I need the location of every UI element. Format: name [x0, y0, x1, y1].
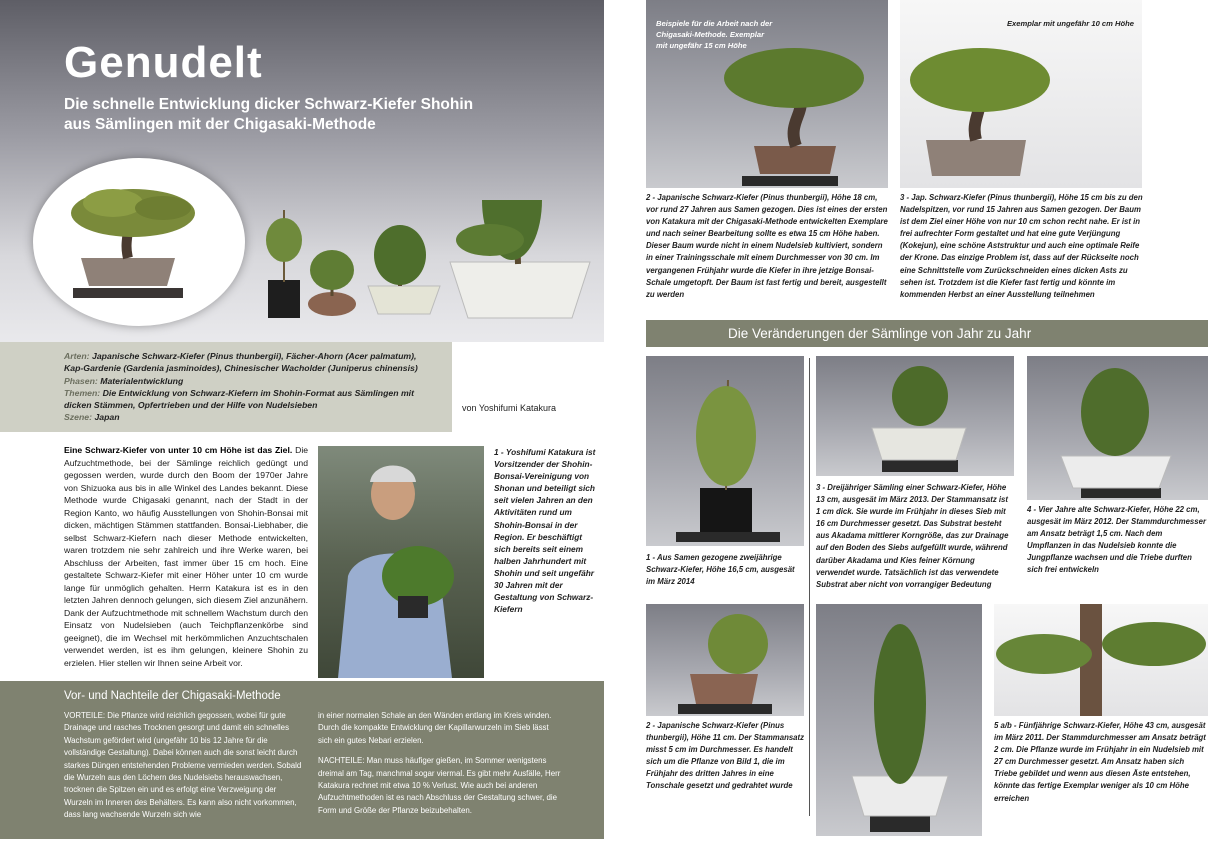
- photo-a: [646, 356, 804, 546]
- author-photo: [318, 446, 484, 678]
- photo-e-image: [816, 604, 982, 836]
- photo-d-image: [646, 604, 804, 716]
- intro-body: Die Aufzuchtmethode, bei der Sämlinge reichlich gedüngt und gegossen werden, wurde durch den Boom der 1970er Jahre von Shizuoka aus bis in alle Winkel des Landes bekannt. Diese Methode wurde Chigasaki genannt, nach der Stadt in der Region Kanto, wo häufig Ausstellungen von Shohin-Bonsai mit dicken, mächtigen Stämmen stattfanden. Bonsai-Liebhaber, die selbst Schwarz-Kiefern nach dieser Methode entwickelten, waren trotzdem nie sehr zahlreich und ihre Werke waren, bei Abschluss der Arbeiten, fast immer über 15 cm hoch. Eine gestaltete Schwarz-Kiefer mit einer Höher unter 10 cm wurde lange für unmöglich gehalten. Herrn Katakura ist es in den letzten Jahren dennoch gelungen, sich diesem Ziel anzunähern. Dank der Aufzuchtmethode mit schnellem Wachstum durch den Einsatz von Nudelsieben (auch Teichpflanzenkörbe sind geeignet), die im Wechsel mit herkömmlichen Anzuchtschalen verwendet werden, ist es ihm gelungen, kleinere Shohin zu erzielen. Hier stellen wir Ihnen seine Arbeit vor.: [64, 445, 309, 668]
- photo-b: [816, 356, 1014, 476]
- photo-f-image: [994, 604, 1208, 716]
- section-title: Die Veränderungen der Sämlinge von Jahr zu Jahr: [728, 326, 1032, 341]
- info-arten-cont: Kap-Gardenie (Gardenia jasminoides), Chinesischer Wacholder (Juniperus chinensis): [64, 363, 418, 374]
- pros-cons-column-1: VORTEILE: Die Pflanze wird reichlich gegossen, wobei für gute Drainage und rasches Trocknen gesorgt und damit ein schnelles Wachstum gefördert wird (ungefähr 10 bis 12 Jahre für die vollständige Gestaltung). Dabei können auch die sonst leicht durch starkes Düngen entstehenden Probleme vermieden werden. Sobald die Wurzeln aus den Löchern des Nudelsiebs herauswachsen, trocknen die Spitzen ein und es erfolgt eine Verzweigung der Wurzeln im Inneren des Behälters. Es kann also nicht vorkommen, dass lang wachsende Wurzeln sich wie: [64, 711, 302, 820]
- info-szene-value: Japan: [94, 412, 120, 423]
- caption-1: 1 - Yoshifumi Katakura ist Vorsitzender der Shohin-Bonsai-Vereinigung von Shonan und beteiligt sich seit vielen Jahren an den Aktivitäten rund um Shohin-Bonsai in der Region. Er beschäftigt sich bereits seit einem halben Jahrhundert mit Shohin und seit ungefähr 30 Jahren mit der Gestaltung von Schwarz-Kiefern: [494, 447, 596, 615]
- subtitle-line-1: Die schnelle Entwicklung dicker Schwarz-Kiefer Shohin: [64, 96, 474, 113]
- photo-b-image: [816, 356, 1014, 476]
- photo-2-label: Beispiele für die Arbeit nach der Chigasaki-Methode. Exemplar mit ungefähr 15 cm Höhe: [656, 19, 773, 50]
- photo-a-image: [646, 356, 804, 546]
- seedling-progression-image: [250, 200, 604, 335]
- photo-f: [994, 604, 1208, 716]
- pros-cons-col2-para1: in einer normalen Schale an den Wänden entlang im Kreis winden. Durch die kompakte Entwicklung der Kapillarwurzeln im Sieb lässt sich ein gutes Nebari erzielen.: [318, 711, 552, 745]
- pros-cons-col2-para2: NACHTEILE: Man muss häufiger gießen, im Sommer wenigstens dreimal am Tag, manchmal sogar viermal. Es gibt mehr Ausfälle, Herr Katakura rechnet mit etwa 10 % Verlust. Wie auch bei anderen Aufzuchtmethoden ist es nach Abschluss der Gestaltung schwer, die Form und Größe der Pflanze beizubehalten.: [318, 756, 561, 815]
- intro-text: [64, 444, 308, 669]
- info-themen-key: Themen:: [64, 387, 101, 398]
- photo-3: [900, 0, 1142, 188]
- article-title: Genudelt: [64, 38, 263, 87]
- author-byline: von Yoshifumi Katakura: [462, 403, 557, 413]
- article-subtitle: [64, 95, 544, 135]
- photo-d: [646, 604, 804, 716]
- intro-lead: Eine Schwarz-Kiefer von unter 10 cm Höhe ist das Ziel.: [64, 445, 293, 455]
- caption-e: 5 a/b - Fünfjährige Schwarz-Kiefer, Höhe 43 cm, ausgesät im März 2011. Der Stammdurchmesser am Ansatz beträgt 2 cm. Die Pflanze wurde im Frühjahr in ein Nudelsieb mit 27 cm Durchmesser gesetzt. Am Ansatz haben sich Triebe gebildet und wenn aus diesen Äste entstehen, könnte das fertige Exemplar weniger als 10 cm Höhe erreichen: [994, 721, 1206, 803]
- info-themen-cont: dicken Stämmen, Opfertrieben und der Hilfe von Nudelsieben: [64, 400, 318, 411]
- info-themen-value: Die Entwicklung von Schwarz-Kiefern im Shohin-Format aus Sämlingen mit: [102, 387, 414, 398]
- caption-a: 1 - Aus Samen gezogene zweijährige Schwarz-Kiefer, Höhe 16,5 cm, ausgesät im März 2014: [646, 553, 795, 587]
- pros-cons-column-2: [318, 710, 564, 817]
- info-phasen: [64, 375, 448, 387]
- caption-2: 2 - Japanische Schwarz-Kiefer (Pinus thunbergii), Höhe 18 cm, vor rund 27 Jahren aus Samen gezogen. Dies ist eines der ersten von Katakura mit der Chigasaki-Methode entwickelten Exemplare und nach seiner Bearbeitung sollte es etwa 15 cm Höhe haben. Dieser Baum wurde nicht in einem Nudelsieb kultiviert, sondern in einer Trainingsschale mit einem Durchmesser von 30 cm. Im vergangenen Frühjahr wurde die Kiefer in ihre jetzige Bonsai-Schale umgetopft. Der Baum ist fast fertig und bereit, ausgestellt zu werden: [646, 193, 888, 299]
- info-arten-value: Japanische Schwarz-Kiefer (Pinus thunbergii), Fächer-Ahorn (Acer palmatum),: [92, 351, 417, 361]
- featured-bonsai-image: [33, 158, 245, 326]
- caption-d: 2 - Japanische Schwarz-Kiefer (Pinus thunbergii), Höhe 11 cm. Der Stammansatz misst 5 cm im Durchmesser. Es handelt sich um die Pflanze von Bild 1, die im Frühjahr des dritten Jahres in eine Tonschale gesetzt und gedrahtet wurde: [646, 721, 804, 791]
- caption-b: 3 - Dreijähriger Sämling einer Schwarz-Kiefer, Höhe 13 cm, ausgesät im März 2013. Der Stammansatz ist 1 cm dick. Sie wurde im Frühjahr in dieses Sieb mit 16 cm Durchmesser gesetzt. Das Substrat besteht aus Akadama mittlerer Korngröße, das zur Drainage auf den Boden des Siebs aufgefüllt wurde, während darüber Akadama und Kies feiner Körnung verwendet wurde. Tatsächlich ist das verwendete Substrat aber nicht von vorrangiger Bedeutung: [816, 483, 1009, 589]
- author-photo-image: [318, 446, 484, 678]
- photo-c-image: [1027, 356, 1208, 500]
- subtitle-line-2: aus Sämlingen mit der Chigasaki-Methode: [64, 116, 376, 133]
- featured-bonsai-circle: [33, 158, 245, 326]
- photo-c: [1027, 356, 1208, 500]
- caption-c: 4 - Vier Jahre alte Schwarz-Kiefer, Höhe 22 cm, ausgesät im März 2012. Der Stammdurchmesser am Ansatz beträgt 1,5 cm. Nach dem Umpflanzen in das Nudelsieb konnte die Jungpflanze wachsen und die Triebe durften sich frei entwickeln: [1027, 505, 1206, 575]
- info-phasen-key: Phasen:: [64, 375, 98, 386]
- column-divider: [809, 358, 810, 816]
- pros-cons-title: Vor- und Nachteile der Chigasaki-Methode: [64, 690, 281, 702]
- photo-e: [816, 604, 982, 836]
- info-szene-key: Szene:: [64, 412, 93, 423]
- info-phasen-value: Materialentwicklung: [100, 375, 184, 386]
- article-info-box: [0, 342, 452, 432]
- caption-3: 3 - Jap. Schwarz-Kiefer (Pinus thunbergii), Höhe 15 cm bis zu den Nadelspitzen, vor rund 15 Jahren aus Samen gezogen. Der Baum ist dem Ziel einer Höhe von nur 10 cm schon recht nahe. Er ist in frei aufrechter Form gestaltet und hat eine gute Verjüngung (Kokejun), eine schöne Aststruktur und auch eine optimale Reife der Krone. Das einzige Problem ist, dass auf der Rückseite noch eine Schnittstelle vom Zurückschneiden eines dicken Asts zu sehen ist. Trotzdem ist die Kiefer fast fertig und könnte im kommenden Herbst an einer Ausstellung teilnehmen: [900, 193, 1143, 299]
- info-arten-key: Arten:: [64, 351, 90, 361]
- photo-3-label: Exemplar mit ungefähr 10 cm Höhe: [1006, 19, 1134, 28]
- info-szene: [64, 411, 448, 423]
- photo-2: [646, 0, 888, 188]
- info-arten: [64, 350, 448, 362]
- info-themen: [64, 387, 448, 399]
